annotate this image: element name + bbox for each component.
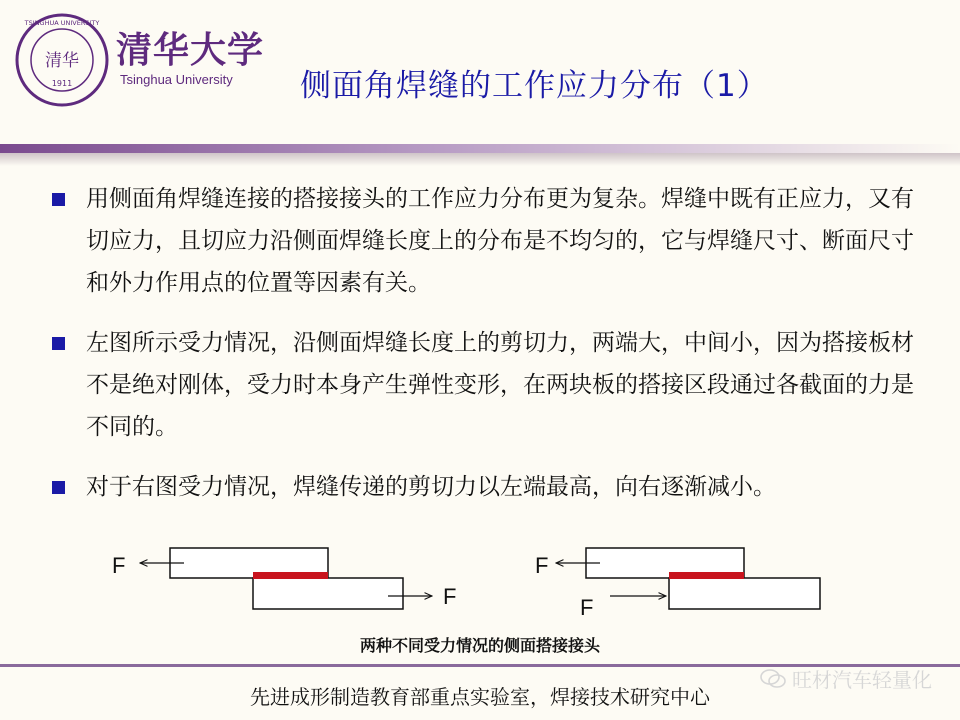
left-force-label-2: F xyxy=(443,584,457,609)
footer-text: 先进成形制造教育部重点实验室，焊接技术研究中心 xyxy=(250,685,710,709)
university-name-cn: 清华大学 xyxy=(116,29,265,71)
bullet-item xyxy=(48,322,918,448)
lap-joint-diagrams xyxy=(100,535,860,645)
left-force-label-1: F xyxy=(112,553,126,578)
square-bullet-icon xyxy=(52,337,65,350)
bullet-item xyxy=(48,178,918,304)
right-force-label-1: F xyxy=(535,553,549,578)
bullet-text: 对于右图受力情况，焊缝传递的剪切力以左端最高，向右逐渐减小。 xyxy=(86,474,776,500)
bullet-item xyxy=(48,466,918,508)
page-title: 侧面角焊缝的工作应力分布（1） xyxy=(300,68,769,104)
square-bullet-icon xyxy=(52,193,65,206)
wechat-icon xyxy=(760,669,786,689)
seal-ring-text: TSINGHUA UNIVERSITY xyxy=(24,19,100,27)
left-bottom-plate xyxy=(253,578,403,609)
slide-header xyxy=(0,0,960,148)
right-joint-diagram xyxy=(535,548,820,620)
left-joint-diagram xyxy=(112,548,456,609)
bullet-text: 左图所示受力情况，沿侧面焊缝长度上的剪切力，两端大，中间小，因为搭接板材不是绝对刚体，受力时本身产生弹性变形，在两块板的搭接区段通过各截面的力是不同的。 xyxy=(86,330,914,440)
university-seal-icon xyxy=(14,12,110,108)
seal-center-text: 清华 xyxy=(45,51,79,71)
right-bottom-plate xyxy=(669,578,820,609)
diagram-caption: 两种不同受力情况的侧面搭接接头 xyxy=(359,636,600,655)
bullet-list xyxy=(48,178,918,526)
university-name-en: Tsinghua University xyxy=(120,72,233,87)
watermark-text: 旺材汽车轻量化 xyxy=(792,668,932,692)
header-divider xyxy=(0,144,960,166)
seal-year: 1911 xyxy=(51,79,73,88)
right-force-label-2: F xyxy=(580,595,594,620)
right-weld xyxy=(669,572,744,579)
left-weld xyxy=(253,572,328,579)
watermark xyxy=(760,664,932,693)
bullet-text: 用侧面角焊缝连接的搭接接头的工作应力分布更为复杂。焊缝中既有正应力，又有切应力，且切应力沿侧面焊缝长度上的分布是不均匀的，它与焊缝尺寸、断面尺寸和外力作用点的位置等因素有关。 xyxy=(86,186,914,296)
square-bullet-icon xyxy=(52,481,65,494)
